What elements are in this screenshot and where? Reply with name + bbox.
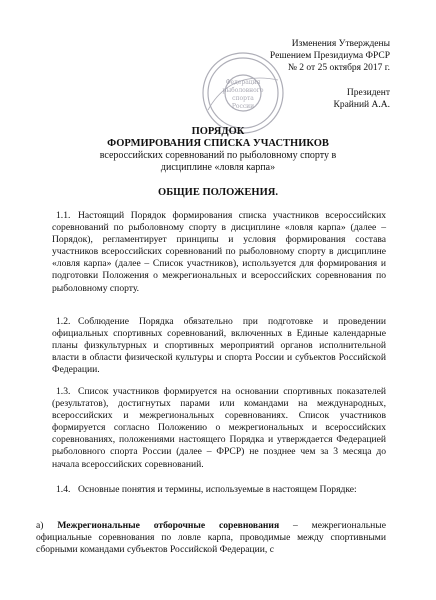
term: Межрегиональные отборочные соревнования <box>57 520 280 531</box>
paragraph-number: 1.2. <box>56 316 71 327</box>
approval-line: Президент <box>346 88 390 98</box>
paragraph-1-4 <box>52 484 386 496</box>
paragraph-1-2 <box>52 316 386 376</box>
paragraph-text: Основные понятия и термины, используемые в настоящем Порядке: <box>78 484 357 495</box>
subtitle-line: дисциплине «ловля карпа» <box>160 162 276 173</box>
paragraph-number: 1.3. <box>56 386 71 397</box>
subtitle-line: всероссийских соревнований по рыболовному спорту в <box>99 150 337 161</box>
paragraph-text: – межрегиональные официальные соревнования по ловле карпа, проводимые между спортивными сборными командами субъектов Российской Федерации, с <box>36 520 386 556</box>
list-marker: а) <box>36 520 44 531</box>
paragraph-1-3 <box>52 386 386 471</box>
approval-line: Изменения Утверждены <box>291 39 390 49</box>
paragraph-number: 1.4. <box>56 484 71 495</box>
seal-stamp <box>200 50 286 136</box>
stamp-text: рыболовного <box>222 87 264 94</box>
approval-block <box>270 38 390 111</box>
approval-line: Решением Президиума ФРСР <box>269 51 390 61</box>
stamp-text: России <box>231 103 255 110</box>
section-heading: ОБЩИЕ ПОЛОЖЕНИЯ. <box>158 187 278 198</box>
title-line: ПОРЯДОК <box>191 126 245 137</box>
stamp-text: Федерация <box>225 79 261 86</box>
paragraph-a <box>36 520 386 556</box>
paragraph-text: Соблюдение Порядка обязательно при подготовке и проведении официальных спортивных соревнований, включенных в Единые календарные планы физкультурных и спортивных мероприятий органов исполнительной власти в области физической культуры и спорта России и субъектов Российской Федерации. <box>52 316 386 376</box>
document-title <box>0 126 436 174</box>
paragraph-text: Список участников формируется на основании спортивных показателей (результатов), достигнутых парами или командами на международных, всероссийских и межрегиональных соревнованиях. Список участников формируется согласно Положению о межрегиональных и всероссийских соревнованиях, положениями настоящего Порядка и утверждается Федерацией рыболовного спорта России (далее – ФРСР) не позднее чем за 3 месяца до начала всероссийских соревнований. <box>52 386 386 470</box>
paragraph-number: 1.1. <box>56 210 71 221</box>
approval-line: № 2 от 25 октября 2017 г. <box>287 63 390 73</box>
paragraph-text: Настоящий Порядок формирования списка участников всероссийских соревнований по рыболовному спорту в дисциплине «ловля карпа» (далее – Порядок), регламентирует принципы и условия формирования состава участников всероссийских соревнований по рыболовному спорту в дисциплине «ловля карпа» (далее – Список участников), используется для формирования и подготовки Положения о межрегиональных и всероссийских соревнования по рыболовному спорту. <box>52 210 386 294</box>
paragraph-1-1 <box>52 210 386 295</box>
approval-signature-line: Крайний А.А. <box>333 100 390 110</box>
stamp-text: спорта <box>232 95 254 102</box>
title-line: ФОРМИРОВАНИЯ СПИСКА УЧАСТНИКОВ <box>107 138 329 149</box>
